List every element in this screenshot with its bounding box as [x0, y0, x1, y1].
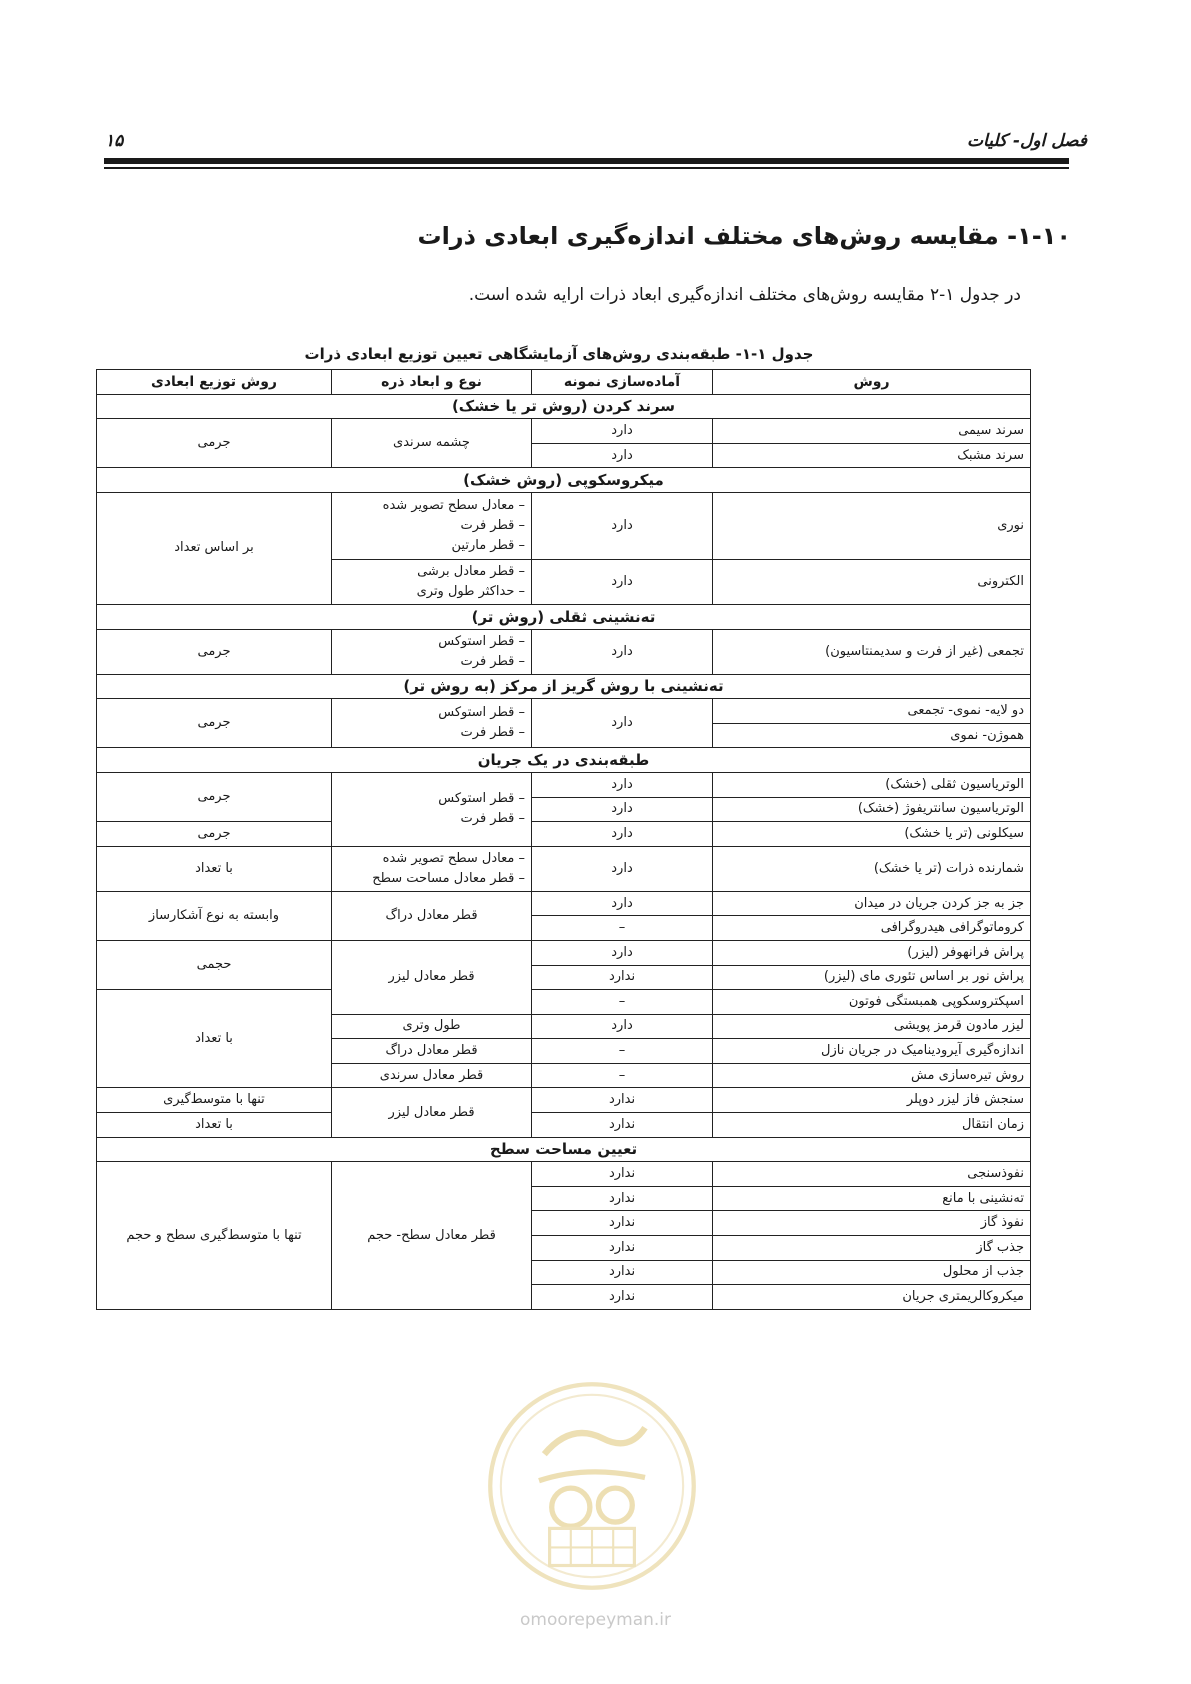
prep-cell: دارد	[532, 772, 713, 797]
prep-cell: دارد	[532, 891, 713, 916]
prep-cell: دارد	[532, 629, 713, 674]
table-caption: جدول ۱-۱- طبقه‌بندی روش‌های آزمایشگاهی تعیین توزیع ابعادی ذرات	[304, 345, 814, 363]
group-row	[97, 748, 1031, 773]
header-rule-thin	[104, 167, 1069, 169]
size-line: – معادل سطح تصویر شده	[382, 497, 525, 513]
watermark-site: omoorepeyman.ir	[519, 1610, 672, 1630]
dist-cell: جرمی	[97, 699, 332, 748]
method-cell: الوتریاسیون سانتریفوژ (خشک)	[713, 797, 1031, 822]
table-row	[97, 629, 1031, 674]
prep-cell: دارد	[532, 699, 713, 748]
chapter-header: فصل اول- کلیات	[967, 131, 1087, 151]
dist-cell: جرمی	[97, 772, 332, 821]
dist-cell: جرمی	[97, 419, 332, 468]
size-cell: قطر معادل لیزر	[332, 940, 532, 1014]
dist-cell: حجمی	[97, 940, 332, 989]
table-row	[97, 822, 1031, 847]
table-row	[97, 419, 1031, 444]
group-row	[97, 468, 1031, 493]
prep-cell: ندارد	[532, 1113, 713, 1138]
group-title: طبقه‌بندی در یک جریان	[97, 748, 1031, 773]
group-title: تعیین مساحت سطح	[97, 1137, 1031, 1162]
size-line: – حداکثر طول وتری	[416, 583, 525, 599]
size-line: – قطر مارتین	[451, 537, 525, 553]
col-header-method: روش	[713, 370, 1031, 395]
dist-cell: با تعداد	[97, 1113, 332, 1138]
size-line: – قطر استوکس	[438, 705, 525, 721]
method-cell: لیزر مادون قرمز پویشی	[713, 1014, 1031, 1039]
method-cell: کروماتوگرافی هیدروگرافی	[713, 916, 1031, 941]
group-title: میکروسکوپی (روش خشک)	[97, 468, 1031, 493]
col-header-prep: آماده‌سازی نمونه	[532, 370, 713, 395]
size-cell: قطر معادل سرندی	[332, 1063, 532, 1088]
dist-cell: جرمی	[97, 822, 332, 847]
prep-cell: ندارد	[532, 1162, 713, 1187]
method-cell: جز به جز کردن جریان در میدان	[713, 891, 1031, 916]
method-cell: نوری	[713, 492, 1031, 559]
table-row	[97, 990, 1031, 1015]
method-cell: سرند مشبک	[713, 443, 1031, 468]
dist-cell: تنها با متوسط‌گیری سطح و حجم	[97, 1162, 332, 1310]
size-cell	[332, 772, 532, 846]
prep-cell: ندارد	[532, 1211, 713, 1236]
size-cell: چشمه سرندی	[332, 419, 532, 468]
group-title: سرند کردن (روش تر یا خشک)	[97, 394, 1031, 419]
group-row	[97, 394, 1031, 419]
size-line: – قطر استوکس	[438, 633, 525, 649]
dist-cell: با تعداد	[97, 846, 332, 891]
size-line: – قطر فرت	[460, 517, 525, 533]
group-row	[97, 1137, 1031, 1162]
prep-cell: دارد	[532, 822, 713, 847]
prep-cell: ندارد	[532, 965, 713, 990]
size-line: – قطر معادل مساحت سطح	[372, 870, 525, 886]
prep-cell: دارد	[532, 1014, 713, 1039]
table-row	[97, 846, 1031, 891]
size-cell	[332, 492, 532, 559]
table-row	[97, 1162, 1031, 1187]
table-row	[97, 1088, 1031, 1113]
prep-cell: ندارد	[532, 1236, 713, 1261]
table-row	[97, 940, 1031, 965]
group-row	[97, 604, 1031, 629]
table-row	[97, 772, 1031, 797]
method-cell: نفوذسنجی	[713, 1162, 1031, 1187]
table-row	[97, 891, 1031, 916]
prep-cell: دارد	[532, 846, 713, 891]
size-cell	[332, 559, 532, 604]
prep-cell: دارد	[532, 492, 713, 559]
table-row	[97, 699, 1031, 724]
table-row	[97, 492, 1031, 559]
prep-cell: دارد	[532, 419, 713, 444]
method-cell: سنجش فاز لیزر دوپلر	[713, 1088, 1031, 1113]
method-cell: سیکلونی (تر یا خشک)	[713, 822, 1031, 847]
size-cell: طول وتری	[332, 1014, 532, 1039]
prep-cell: ندارد	[532, 1285, 713, 1310]
size-cell: قطر معادل لیزر	[332, 1088, 532, 1137]
group-title: ته‌نشینی ثقلی (روش تر)	[97, 604, 1031, 629]
page-number: ۱۵	[105, 131, 124, 151]
size-line: – معادل سطح تصویر شده	[382, 850, 525, 866]
method-cell: زمان انتقال	[713, 1113, 1031, 1138]
dist-cell: با تعداد	[97, 990, 332, 1088]
method-cell: پراش نور بر اساس تئوری مای (لیزر)	[713, 965, 1031, 990]
prep-cell: –	[532, 1039, 713, 1064]
prep-cell: –	[532, 1063, 713, 1088]
method-cell: تجمعی (غیر از فرت و سدیمنتاسیون)	[713, 629, 1031, 674]
prep-cell: دارد	[532, 940, 713, 965]
dist-cell: تنها با متوسط‌گیری	[97, 1088, 332, 1113]
method-cell: دو لایه- نموی- تجمعی	[713, 699, 1031, 724]
prep-cell: ندارد	[532, 1186, 713, 1211]
header-rule-thick	[104, 158, 1069, 164]
table-header-row	[97, 370, 1031, 395]
method-cell: جذب از محلول	[713, 1260, 1031, 1285]
size-line: – قطر معادل برشی	[417, 563, 525, 579]
dist-cell: وابسته به نوع آشکارساز	[97, 891, 332, 940]
section-title: ۱-۱۰- مقایسه روش‌های مختلف اندازه‌گیری ابعادی ذرات	[417, 222, 1071, 250]
dist-cell: بر اساس تعداد	[97, 492, 332, 604]
prep-cell: دارد	[532, 559, 713, 604]
method-cell: شمارنده ذرات (تر یا خشک)	[713, 846, 1031, 891]
method-cell: میکروکالریمتری جریان	[713, 1285, 1031, 1310]
method-cell: پراش فرانهوفر (لیزر)	[713, 940, 1031, 965]
group-row	[97, 674, 1031, 699]
prep-cell: دارد	[532, 797, 713, 822]
size-line: – قطر فرت	[460, 725, 525, 741]
group-title: ته‌نشینی با روش گریز از مرکز (به روش تر)	[97, 674, 1031, 699]
prep-cell: ندارد	[532, 1088, 713, 1113]
method-cell: سرند سیمی	[713, 419, 1031, 444]
size-cell	[332, 699, 532, 748]
prep-cell: ندارد	[532, 1260, 713, 1285]
size-cell	[332, 846, 532, 891]
size-cell: قطر معادل سطح- حجم	[332, 1162, 532, 1310]
method-cell: الوتریاسیون ثقلی (خشک)	[713, 772, 1031, 797]
method-cell: هموژن- نموی	[713, 723, 1031, 748]
watermark-logo	[486, 1380, 698, 1592]
method-cell: اسپکتروسکوپی همبستگی فوتون	[713, 990, 1031, 1015]
size-cell: قطر معادل دراگ	[332, 891, 532, 940]
dist-cell: جرمی	[97, 629, 332, 674]
method-cell: نفوذ گاز	[713, 1211, 1031, 1236]
size-cell	[332, 629, 532, 674]
method-cell: اندازه‌گیری آیرودینامیک در جریان نازل	[713, 1039, 1031, 1064]
method-cell: الکترونی	[713, 559, 1031, 604]
method-cell: جذب گاز	[713, 1236, 1031, 1261]
methods-table	[96, 369, 1031, 1310]
prep-cell: –	[532, 990, 713, 1015]
size-line: – قطر فرت	[460, 811, 525, 827]
intro-paragraph: در جدول ۱-۲ مقایسه روش‌های مختلف اندازه‌گیری ابعاد ذرات ارایه شده است.	[468, 285, 1021, 305]
prep-cell: دارد	[532, 443, 713, 468]
size-line: – قطر فرت	[460, 653, 525, 669]
size-cell: قطر معادل دراگ	[332, 1039, 532, 1064]
col-header-size: نوع و ابعاد ذره	[332, 370, 532, 395]
prep-cell: –	[532, 916, 713, 941]
method-cell: روش تیره‌سازی مش	[713, 1063, 1031, 1088]
size-line: – قطر استوکس	[438, 791, 525, 807]
col-header-dist: روش توزیع ابعادی	[97, 370, 332, 395]
table-row	[97, 1113, 1031, 1138]
method-cell: ته‌نشینی با مانع	[713, 1186, 1031, 1211]
